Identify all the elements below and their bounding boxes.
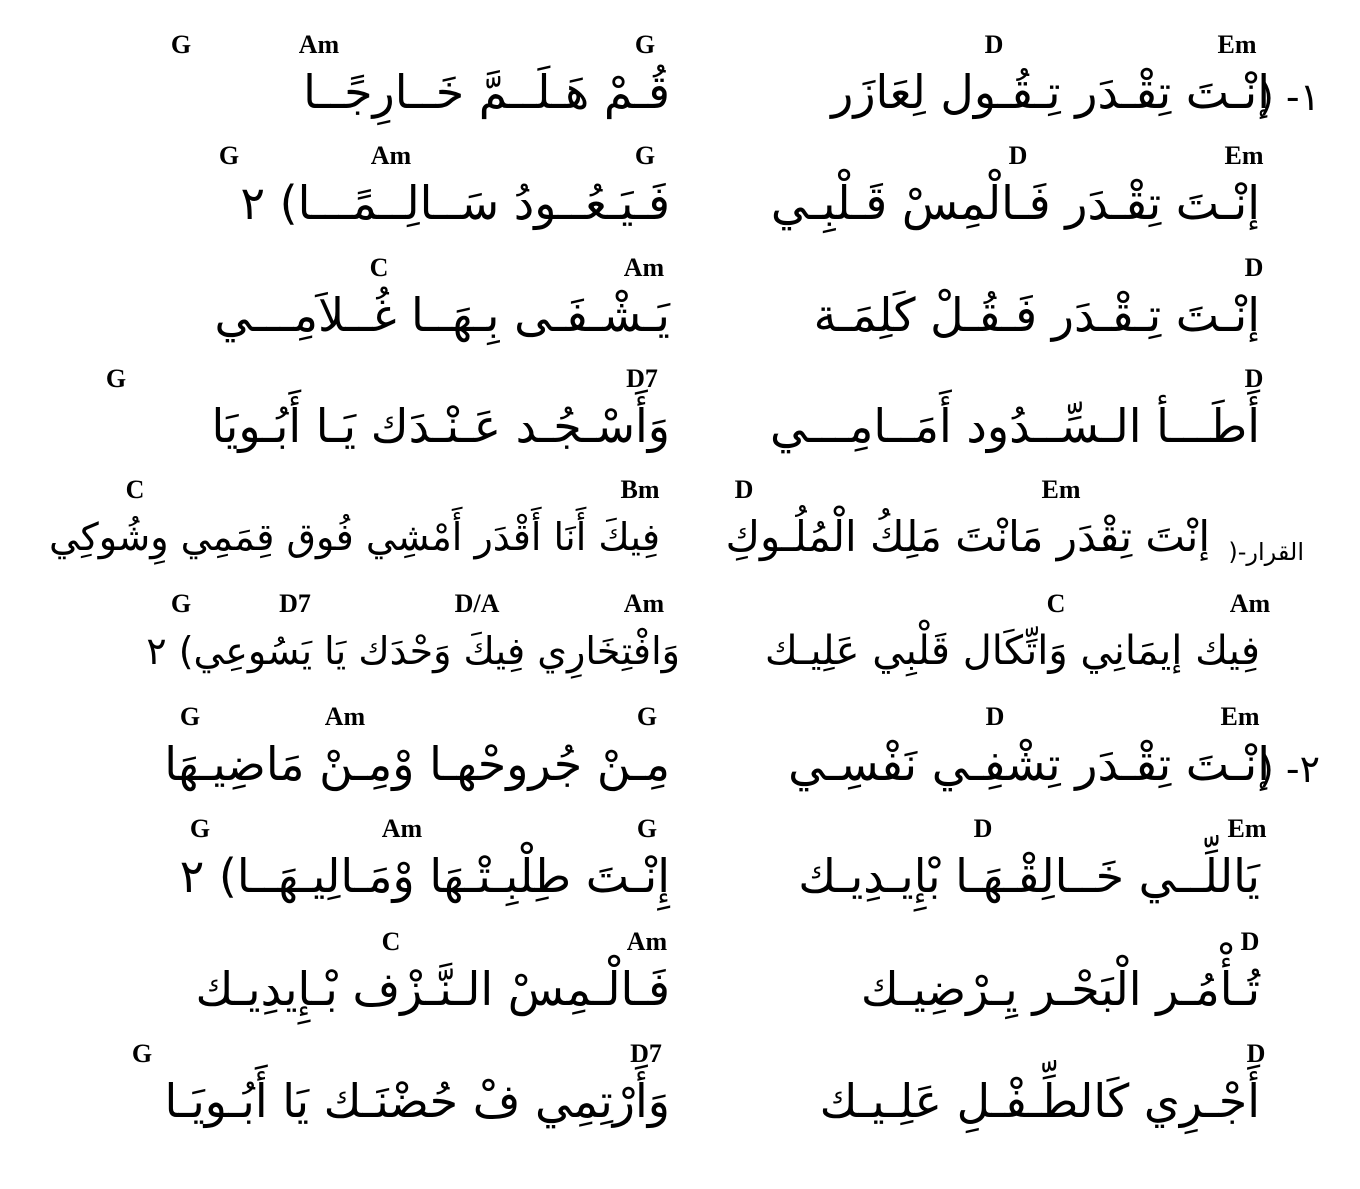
song-line [0, 356, 1360, 468]
lyric-left: فَـالْـمِسْ الـنَّـزْف بْـإِيدِيـك [195, 962, 670, 1016]
chord-label: D [734, 475, 754, 504]
chord-label: Am [298, 30, 340, 59]
chord-label: D [1240, 927, 1260, 956]
lyric-left: إِنْـتَ طِلْبِـتْـهَا وْمَـالِيـهَــا) ٢ [179, 849, 670, 903]
chord-label: G [636, 702, 658, 731]
chord-label: Am [370, 141, 412, 170]
lyric-left: قُـمْ هَـلَــمَّ خَــارِجًــا [303, 65, 670, 119]
chord-label: G [170, 30, 192, 59]
lyric-left: فِيكَ أَنَا أَقْدَر أَمْشِي فُوق قِمَمِي وِشُوكِي [49, 515, 660, 559]
chord-label: G [634, 141, 656, 170]
lyric-left: مِـنْ جُروحْهـا وْمِـنْ مَاضِيـهَا [164, 737, 670, 791]
chord-label: G [636, 814, 658, 843]
chord-label: Em [1217, 30, 1257, 59]
chord-label: Am [324, 702, 366, 731]
chord-label: C [125, 475, 145, 504]
chord-label: D7 [279, 589, 311, 618]
lyric-left: وَافْتِخَارِي فِيكَ وَحْدَك يَا يَسُوعِي) ٢ [146, 629, 680, 673]
chord-label: Em [1224, 141, 1264, 170]
song-line [0, 581, 1360, 693]
song-line [0, 1031, 1360, 1143]
lyric-right: أَجْـرِي كَالطِّـفْـلِ عَلِـيـك [819, 1074, 1260, 1128]
chord-label: D [1008, 141, 1028, 170]
song-line [0, 694, 1360, 806]
song-line [0, 133, 1360, 245]
chord-label: Bm [620, 475, 660, 504]
chord-label: G [105, 364, 127, 393]
song-line [0, 806, 1360, 918]
chord-label: C [381, 927, 401, 956]
lyric-right: إنْـتَ تِقْـدَر تِـقُـول لِعَازَر [831, 65, 1270, 119]
song-line [0, 245, 1360, 357]
song-line [0, 22, 1360, 134]
chord-label: Em [1227, 814, 1267, 843]
refrain-label: القرار-( [1228, 538, 1304, 566]
chord-label: D [984, 30, 1004, 59]
chord-label: G [189, 814, 211, 843]
lyric-right: إنْتَ تِقْدَر مَانْتَ مَلِكُ الْمُلُـوكِ [725, 512, 1210, 561]
lyric-right: إنْـتَ تِقْـدَر تِشْفِـي نَفْسِـي [788, 737, 1270, 791]
lyric-left: يَـشْـفَـى بِـهَــا غُــلاَمِـــي [214, 288, 670, 342]
verse-number: ١- ( [1258, 75, 1320, 119]
lyric-right: يَاللِّــي خَــالِقْـهَـا بْإِيـدِيـك [798, 849, 1260, 903]
chord-label: C [1046, 589, 1066, 618]
chord-label: G [634, 30, 656, 59]
chord-label: Em [1220, 702, 1260, 731]
chord-label: Am [626, 927, 668, 956]
chord-label: Em [1041, 475, 1081, 504]
lyric-left: وَأَسْـجُـد عَـنْـدَك يَـا أَبُـويَا [211, 399, 670, 453]
song-line [0, 467, 1360, 579]
chord-label: D [1246, 1039, 1266, 1068]
chord-label: D [1244, 253, 1264, 282]
song-line [0, 919, 1360, 1031]
verse-number: ٢- ( [1258, 747, 1320, 791]
chord-label: G [170, 589, 192, 618]
lyric-right: أَطَـــأ الـسِّــدُود أَمَــامِـــي [770, 399, 1260, 453]
chord-label: Am [623, 589, 665, 618]
lyric-left: وَأَرْتِمِي فْ حُضْنَـك يَا أَبُـويَـا [164, 1074, 670, 1128]
chord-label: Am [1229, 589, 1271, 618]
chord-label: Am [381, 814, 423, 843]
chord-label: G [218, 141, 240, 170]
chord-label: D/A [454, 589, 500, 618]
chord-label: Am [623, 253, 665, 282]
lyric-right: تُـأْمُـر الْبَحْـر يِـرْضِيـك [860, 962, 1260, 1016]
chord-label: D7 [626, 364, 658, 393]
chord-label: D [1244, 364, 1264, 393]
lyric-left: فَـيَـعُــودُ سَــالِــمًـــا) ٢ [240, 176, 670, 230]
chord-label: G [179, 702, 201, 731]
lyric-right: إنْـتَ تِـقْـدَر فَـقُـلْ كَلِمَـة [813, 288, 1260, 342]
chord-label: C [369, 253, 389, 282]
lyric-right: إنْـتَ تِقْـدَر فَـالْمِسْ قَـلْبِـي [770, 176, 1260, 230]
chord-label: D [973, 814, 993, 843]
chord-label: D7 [630, 1039, 662, 1068]
chord-label: D [985, 702, 1005, 731]
chord-label: G [131, 1039, 153, 1068]
lyric-right: فِيك إيمَانِي وَاتِّكَال قَلْبِي عَلِيـك [764, 628, 1260, 674]
